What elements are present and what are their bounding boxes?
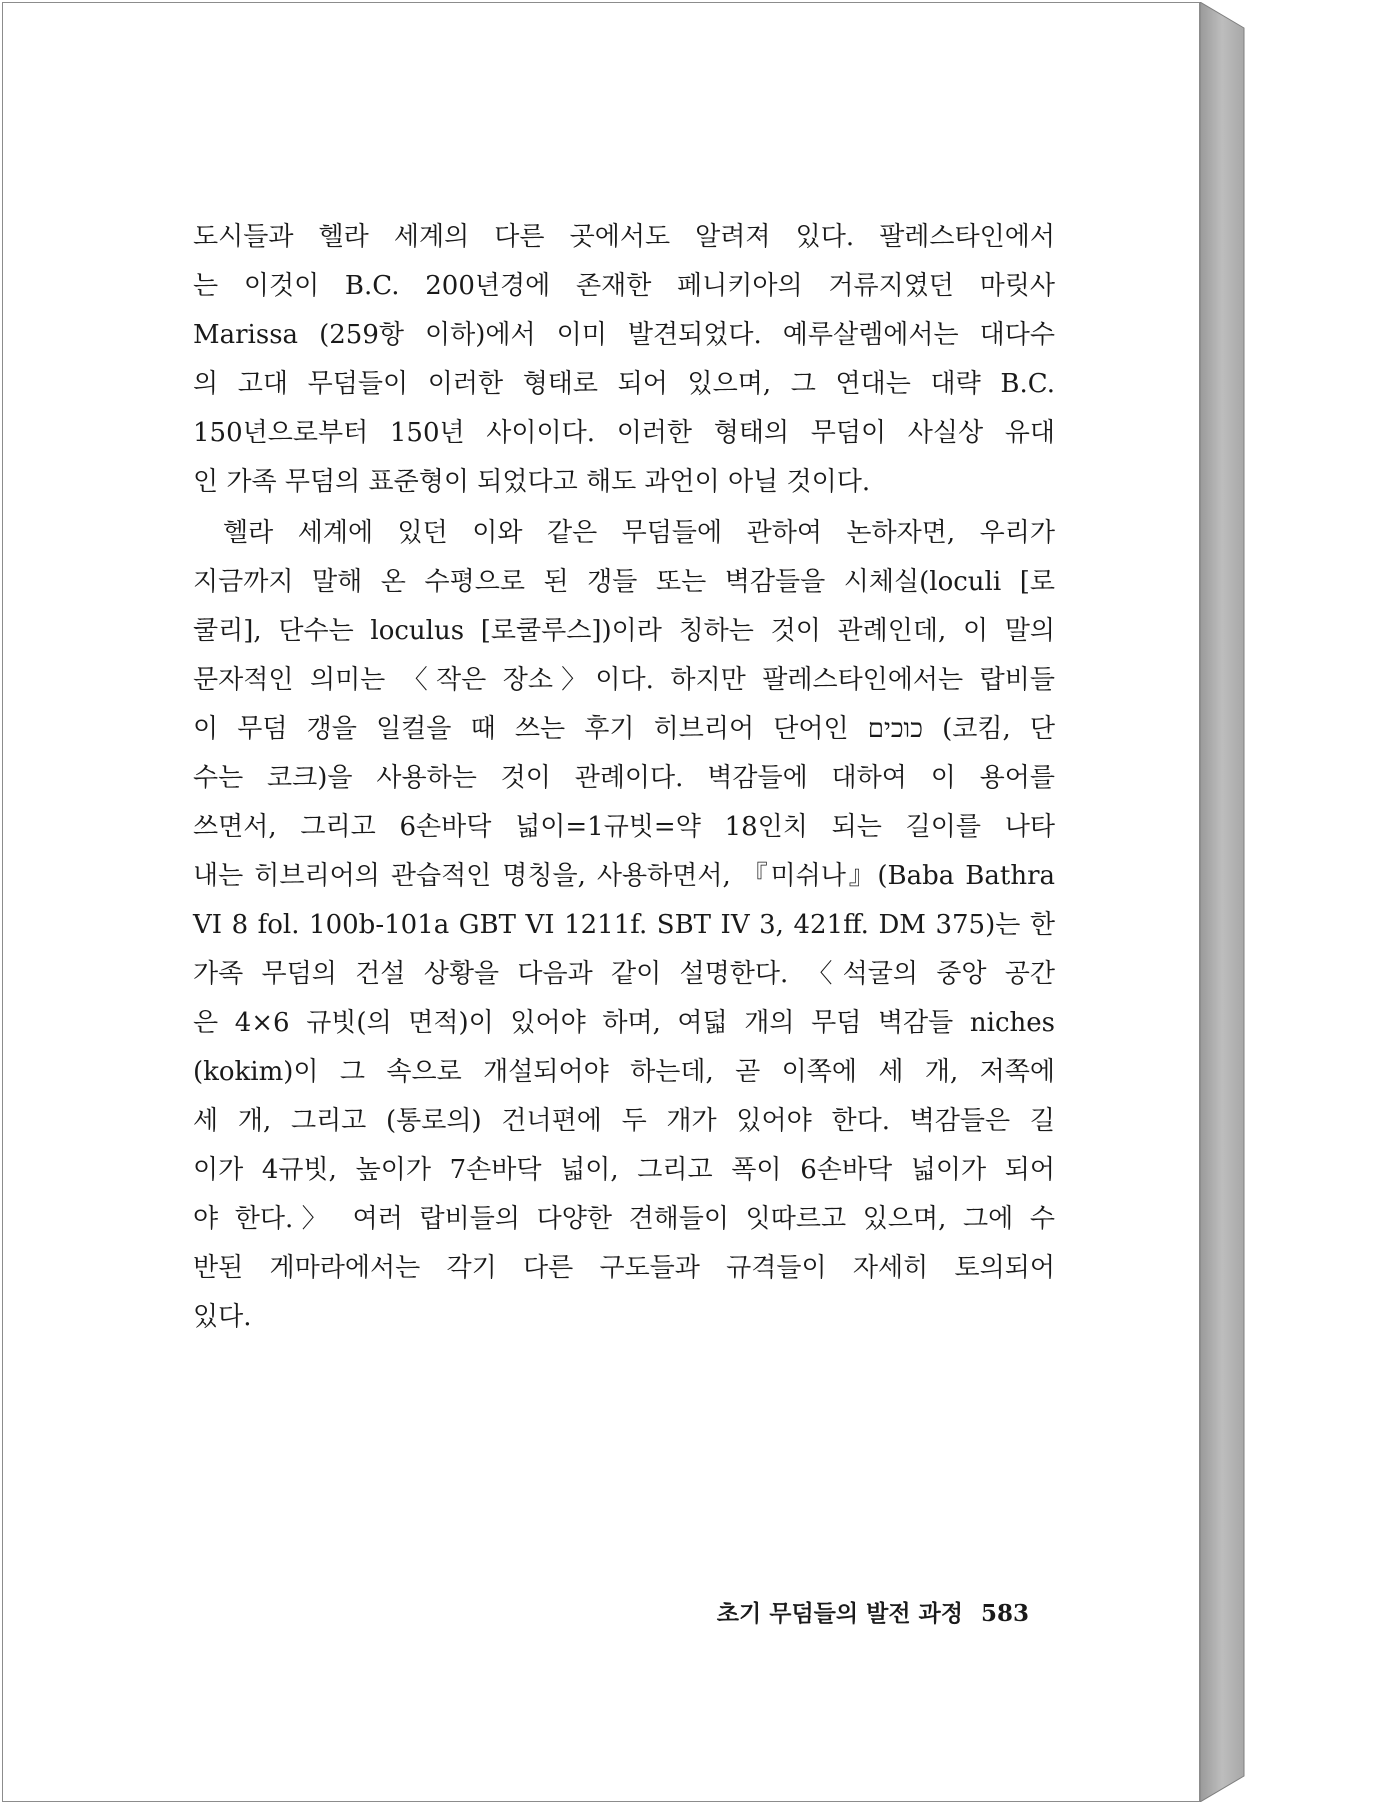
paragraph-1 — [193, 213, 1055, 507]
text-line: 는 이것이 B.C. 200년경에 존재한 페니키아의 거류지였던 마릿사 — [193, 271, 1055, 301]
text-line: 반된 게마라에서는 각기 다른 구도들과 규격들이 자세히 토의되어 — [193, 1253, 1055, 1283]
text-line: Marissa (259항 이하)에서 이미 발견되었다. 예루살렘에서는 대다수 — [193, 320, 1055, 350]
page-footer — [703, 1594, 1029, 1634]
text-line: 150년으로부터 150년 사이이다. 이러한 형태의 무덤이 사실상 유대 — [193, 418, 1055, 448]
text-line: 헬라 세계에 있던 이와 같은 무덤들에 관하여 논하자면, 우리가 — [223, 518, 1055, 548]
text-line: 야 한다.〉 여러 랍비들의 다양한 견해들이 잇따르고 있으며, 그에 수 — [193, 1204, 1055, 1234]
running-title: 초기 무덤들의 발전 과정 — [716, 1601, 963, 1627]
text-line: 은 4×6 규빗(의 면적)이 있어야 하며, 여덟 개의 무덤 벽감들 niches — [193, 1008, 1055, 1038]
page-number: 583 — [980, 1600, 1029, 1627]
text-line: 인 가족 무덤의 표준형이 되었다고 해도 과언이 아닐 것이다. — [193, 467, 871, 497]
text-line: 문자적인 의미는 〈작은 장소〉이다. 하지만 팔레스타인에서는 랍비들 — [193, 665, 1055, 695]
text-line: 이가 4규빗, 높이가 7손바닥 넓이, 그리고 폭이 6손바닥 넓이가 되어 — [193, 1155, 1055, 1185]
text-line: 내는 히브리어의 관습적인 명칭을, 사용하면서, 『미쉬나』(Baba Bathra — [193, 861, 1055, 891]
text-line: 의 고대 무덤들이 이러한 형태로 되어 있으며, 그 연대는 대략 B.C. — [193, 369, 1055, 399]
text-line: 가족 무덤의 건설 상황을 다음과 같이 설명한다. 〈석굴의 중앙 공간 — [193, 959, 1055, 989]
text-line: 있다. — [193, 1302, 252, 1332]
page-edge-shape — [1200, 2, 1246, 1802]
text-line: 쓰면서, 그리고 6손바닥 넓이=1규빗=약 18인치 되는 길이를 나타 — [193, 812, 1055, 842]
text-line: 지금까지 말해 온 수평으로 된 갱들 또는 벽감들을 시체실(loculi [로 — [193, 567, 1055, 597]
text-line: 이 무덤 갱을 일컬을 때 쓰는 후기 히브리어 단어인 כוכים (코킴, 단 — [193, 714, 1056, 744]
text-line: 도시들과 헬라 세계의 다른 곳에서도 알려져 있다. 팔레스타인에서 — [193, 222, 1055, 252]
text-line: (kokim)이 그 속으로 개설되어야 하는데, 곧 이쪽에 세 개, 저쪽에 — [193, 1057, 1055, 1087]
text-line: 쿨리], 단수는 loculus [로쿨루스])이라 칭하는 것이 관례인데, 이 말의 — [193, 616, 1055, 646]
body-text — [193, 213, 1055, 1342]
text-line: 수는 코크)을 사용하는 것이 관례이다. 벽감들에 대하여 이 용어를 — [193, 763, 1055, 793]
paragraph-2 — [193, 509, 1055, 1342]
page-stack-edge — [1200, 2, 1246, 1802]
text-line: 세 개, 그리고 (통로의) 건너편에 두 개가 있어야 한다. 벽감들은 길 — [193, 1106, 1055, 1136]
book-page — [2, 2, 1200, 1802]
text-line: VI 8 fol. 100b-101a GBT VI 1211f. SBT IV 3, 421ff. DM 375)는 한 — [193, 910, 1055, 940]
